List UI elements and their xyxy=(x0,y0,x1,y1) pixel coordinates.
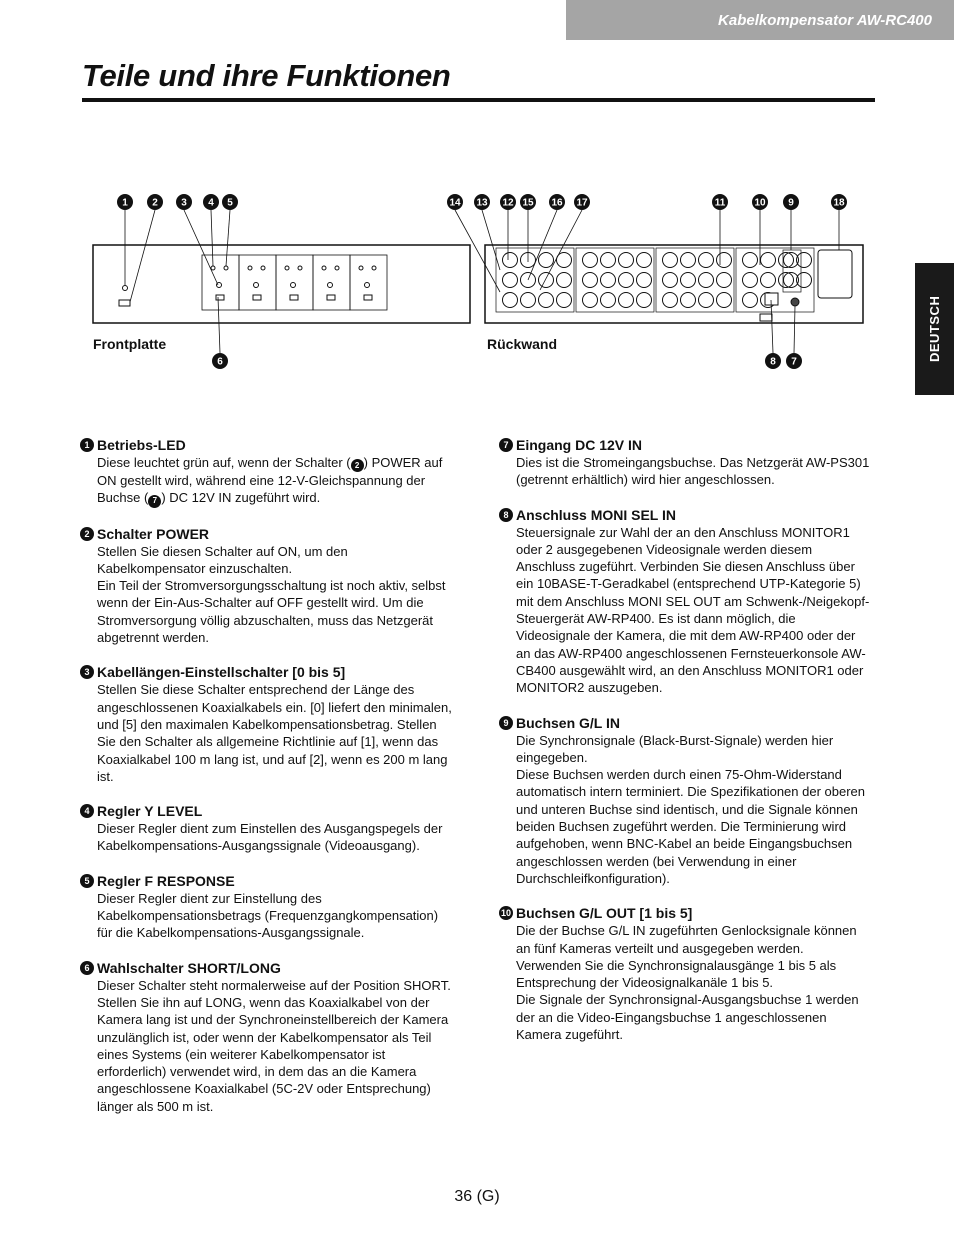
length-switch xyxy=(328,283,333,288)
leader-line xyxy=(455,210,500,292)
callout-label: 2 xyxy=(152,197,158,209)
callout-label: 14 xyxy=(449,197,461,209)
leader-line xyxy=(226,210,230,266)
section-title: Buchsen G/L IN xyxy=(516,714,620,731)
callout-number: 3 xyxy=(80,665,94,679)
rear-panel-outline xyxy=(485,245,863,323)
callout-number: 10 xyxy=(500,908,511,919)
callout-label: 15 xyxy=(522,197,534,209)
section-8 xyxy=(499,506,871,697)
bnc-connector xyxy=(717,253,732,268)
callout-label: 7 xyxy=(791,356,797,368)
dc-in-jack xyxy=(791,298,799,306)
section-10 xyxy=(499,904,871,1043)
page-number: 36 (G) xyxy=(454,1188,500,1205)
f-response-knob xyxy=(261,266,265,270)
bnc-connector xyxy=(699,293,714,308)
f-response-knob xyxy=(372,266,376,270)
section-4 xyxy=(80,802,452,855)
bnc-connector xyxy=(503,273,518,288)
callout-label: 17 xyxy=(576,197,588,209)
body-paragraph: Dieser Schalter steht normalerweise auf der Position SHORT. Stellen Sie ihn auf LONG, wenn das Koaxialkabel von der Kamera lang ist und der Synchroneinstellbereich der Kamera unzulänglich ist, oder wenn der Kabelkompensator als Teil eines Systems (ein weiterer Kabelkompensator ist erforderlich) verwendet wird, in dem das an die Kamera angeschlossene Koaxialkabel (5C-2V oder Entsprechung) länger als 500 m ist. xyxy=(97,977,451,1114)
bnc-connector xyxy=(601,293,616,308)
bnc-connector xyxy=(717,273,732,288)
short-long-switch xyxy=(327,295,335,300)
section-body xyxy=(516,454,871,489)
callout-number: 4 xyxy=(80,804,94,818)
bnc-connector xyxy=(601,253,616,268)
bnc-connector xyxy=(717,293,732,308)
header-band xyxy=(566,0,954,40)
y-level-knob xyxy=(285,266,289,270)
short-long-switch xyxy=(364,295,372,300)
bnc-connector xyxy=(539,253,554,268)
callout-label: 18 xyxy=(833,197,845,209)
callout-number: 5 xyxy=(80,874,94,888)
callout-label: 3 xyxy=(181,197,187,209)
bnc-connector xyxy=(681,293,696,308)
bnc-connector xyxy=(557,293,572,308)
leader-line xyxy=(218,297,220,353)
cable-clamp xyxy=(818,250,852,298)
leader-line xyxy=(184,210,218,285)
section-heading xyxy=(80,802,452,820)
length-switch xyxy=(254,283,259,288)
section-body xyxy=(97,977,452,1115)
callout-number: 6 xyxy=(80,961,94,975)
callout-label: 13 xyxy=(476,197,488,209)
section-body xyxy=(97,454,452,508)
callout-label: 10 xyxy=(754,197,766,209)
inline-callout: 7 xyxy=(148,495,161,508)
product-name: Kabelkompensator AW-RC400 xyxy=(718,11,932,29)
body-paragraph: Die der Buchse G/L IN zugeführten Genlocksignale können an fünf Kameras verteilt und ausgegeben werden. xyxy=(516,923,857,956)
section-body xyxy=(516,524,871,697)
leader-line xyxy=(771,300,773,353)
section-body xyxy=(97,890,452,942)
language-tab-label: DEUTSCH xyxy=(927,295,942,363)
bnc-connector xyxy=(557,273,572,288)
bnc-connector xyxy=(619,253,634,268)
y-level-knob xyxy=(248,266,252,270)
section-body xyxy=(516,922,871,1043)
bnc-connector xyxy=(583,253,598,268)
bnc-connector xyxy=(503,253,518,268)
section-7 xyxy=(499,436,871,489)
callout-label: 16 xyxy=(551,197,563,209)
bnc-connector xyxy=(761,253,776,268)
bnc-connector xyxy=(503,293,518,308)
body-paragraph: Verwenden Sie die Synchronsignalausgänge 1 bis 5 als Entsprechung der Videosignalkanäle 1 bis 5. xyxy=(516,957,837,991)
section-title: Regler F RESPONSE xyxy=(97,872,235,889)
bnc-connector xyxy=(521,293,536,308)
body-paragraph: Die Synchronsignale (Black-Burst-Signale) werden hier eingegeben. xyxy=(516,732,834,765)
f-response-knob xyxy=(335,266,339,270)
short-long-switch xyxy=(216,295,224,300)
body-paragraph: Dieser Regler dient zum Einstellen des Ausgangspegels der Kabelkompensations-Ausgangssignale (Videoausgang). xyxy=(97,821,443,854)
section-9 xyxy=(499,714,871,888)
short-long-switch xyxy=(290,295,298,300)
body-paragraph: Die Signale der Synchronsignal-Ausgangsbuchse 1 werden der an die Video-Eingangsbuchse 1 angeschlossenen Kamera zugeführt. xyxy=(516,992,859,1043)
body-paragraph: Steuersignale zur Wahl der an den Anschluss MONITOR1 oder 2 ausgegebenen Videosignale werden diesem Anschluss zugeführt. Verbinden Sie diesen Anschluss über ein 10BASE-T-Geradkabel (entsprechend UTP-Kategorie 5) mit dem Anschluss MONI SEL OUT am Schwenk-/Neigekopf-Steuergerät AW-RP400. Es ist dann möglich, die Videosignale der Kamera, die mit dem AW-RP400 oder der an das AW-RP400 angeschlossenen Fernsteuerkonsole AW-CB400 ausgewählt wird, an den Anschluss MONITOR1 oder MONITOR2 auszugeben. xyxy=(516,524,870,696)
callout-label: 8 xyxy=(770,356,776,368)
callout-label: 1 xyxy=(122,197,128,209)
callout-number: 1 xyxy=(80,438,94,452)
section-title: Wahlschalter SHORT/LONG xyxy=(97,959,281,976)
y-level-knob xyxy=(322,266,326,270)
length-switch xyxy=(291,283,296,288)
callout-label: 5 xyxy=(227,197,233,209)
callout-label: 9 xyxy=(788,197,794,209)
body-text: ) DC 12V IN zugeführt wird. xyxy=(161,490,321,506)
section-heading xyxy=(80,872,452,890)
section-heading xyxy=(499,904,871,922)
callout-number: 7 xyxy=(499,438,513,452)
section-title: Eingang DC 12V IN xyxy=(516,437,643,453)
bnc-connector xyxy=(743,293,758,308)
body-paragraph: Stellen Sie diese Schalter entsprechend der Länge des angeschlossenen Koaxialkabels ein. [0] liefert den minimalen, und [5] den maximalen Kabelkompensationsbetrag. Stellen Sie den Schalter als allgemeine Richtlinie auf [1], wenn das Koaxialkabel 100 m lang ist, und auf [2], wenn es 200 m lang ist. xyxy=(97,682,452,784)
bnc-connector xyxy=(663,253,678,268)
section-title: Kabellängen-Einstellschalter [0 bis 5] xyxy=(97,664,346,681)
section-2 xyxy=(80,525,452,647)
section-title: Buchsen G/L OUT [1 bis 5] xyxy=(516,905,693,922)
section-body xyxy=(516,732,871,888)
bnc-connector xyxy=(699,253,714,268)
callout-number: 8 xyxy=(499,508,513,522)
section-title: Schalter POWER xyxy=(97,525,210,542)
callout-label: 4 xyxy=(208,197,214,209)
bnc-connector xyxy=(637,253,652,268)
inline-callout: 2 xyxy=(351,459,364,472)
bnc-connector xyxy=(681,273,696,288)
body-paragraph: Stellen Sie diesen Schalter auf ON, um den Kabelkompensator einzuschalten. xyxy=(97,543,348,576)
bnc-connector xyxy=(743,273,758,288)
leader-line xyxy=(211,210,213,266)
bnc-connector xyxy=(681,253,696,268)
bnc-connector xyxy=(619,273,634,288)
front-panel-outline xyxy=(93,245,470,323)
length-switch xyxy=(365,283,370,288)
f-response-knob xyxy=(298,266,302,270)
section-body xyxy=(97,543,452,647)
leader-line xyxy=(794,306,795,353)
f-response-knob xyxy=(224,266,228,270)
section-6 xyxy=(80,959,452,1115)
body-text: ) POWER auf ON gestellt wird, während eine 12-V-Gleichspannung der Buchse ( xyxy=(97,455,443,506)
description-column-right xyxy=(499,436,871,1060)
body-paragraph: Ein Teil der Stromversorgungsschaltung ist noch aktiv, selbst wenn der Ein-Aus-Schalter auf OFF gestellt wird. Um die Stromversorgung völlig abzuschalten, muss das Netzgerät abgetrennt werden. xyxy=(97,578,446,646)
section-body xyxy=(97,681,452,785)
parts-diagram xyxy=(0,180,954,380)
section-1 xyxy=(80,436,452,508)
power-switch xyxy=(119,300,130,306)
power-led xyxy=(123,286,128,291)
callout-number: 2 xyxy=(80,527,94,541)
callout-number: 9 xyxy=(499,716,513,730)
page-title: Teile und ihre Funktionen xyxy=(82,58,451,93)
body-paragraph: Dieser Regler dient zur Einstellung des Kabelkompensationsbetrags (Frequenzgangkompensation) für die Kabelkompensations-Ausgangssignale. xyxy=(97,890,439,941)
bnc-connector xyxy=(743,253,758,268)
y-level-knob xyxy=(211,266,215,270)
bnc-connector xyxy=(699,273,714,288)
bnc-connector xyxy=(637,293,652,308)
body-text: Diese leuchtet grün auf, wenn der Schalter ( xyxy=(97,455,351,470)
section-body xyxy=(97,820,452,855)
section-heading xyxy=(80,525,452,543)
rear-switch xyxy=(760,314,772,321)
bnc-connector xyxy=(601,273,616,288)
bnc-connector xyxy=(761,273,776,288)
body-paragraph: Dies ist die Stromeingangsbuchse. Das Netzgerät AW-PS301 (getrennt erhältlich) wird hier angeschlossen. xyxy=(516,455,870,488)
rear-panel-label: Rückwand xyxy=(487,336,558,352)
bnc-connector xyxy=(663,293,678,308)
body-paragraph: Diese Buchsen werden durch einen 75-Ohm-Widerstand automatisch intern terminiert. Die Spezifikationen der oberen und unteren Buchse sind identisch, und die Signale können beiden Buchsen zugeführt werden. Die Terminierung wird aufgehoben, wenn BNC-Kabel an beide Eingangsbuchsen angeschlossen werden (bei Verwendung in einer Durchschleifkonfiguration). xyxy=(516,767,866,886)
bnc-connector xyxy=(539,293,554,308)
y-level-knob xyxy=(359,266,363,270)
callout-label: 6 xyxy=(217,356,223,368)
section-title: Regler Y LEVEL xyxy=(97,803,203,820)
bnc-connector xyxy=(583,273,598,288)
section-3 xyxy=(80,663,452,785)
front-panel-label: Frontplatte xyxy=(93,336,167,352)
bnc-connector xyxy=(583,293,598,308)
section-heading xyxy=(80,959,452,977)
bnc-connector xyxy=(637,273,652,288)
section-heading xyxy=(499,714,871,732)
description-column-left xyxy=(80,436,452,1132)
section-title: Betriebs-LED xyxy=(97,437,186,453)
callout-label: 11 xyxy=(714,197,726,209)
leader-line xyxy=(130,210,155,302)
section-5 xyxy=(80,872,452,942)
bnc-connector xyxy=(619,293,634,308)
section-heading xyxy=(499,436,871,454)
section-heading xyxy=(499,506,871,524)
section-heading xyxy=(80,436,452,454)
title-rule xyxy=(82,98,875,102)
bnc-connector xyxy=(663,273,678,288)
short-long-switch xyxy=(253,295,261,300)
section-heading xyxy=(80,663,452,681)
section-title: Anschluss MONI SEL IN xyxy=(516,506,676,523)
callout-label: 12 xyxy=(502,197,514,209)
bnc-connector xyxy=(539,273,554,288)
